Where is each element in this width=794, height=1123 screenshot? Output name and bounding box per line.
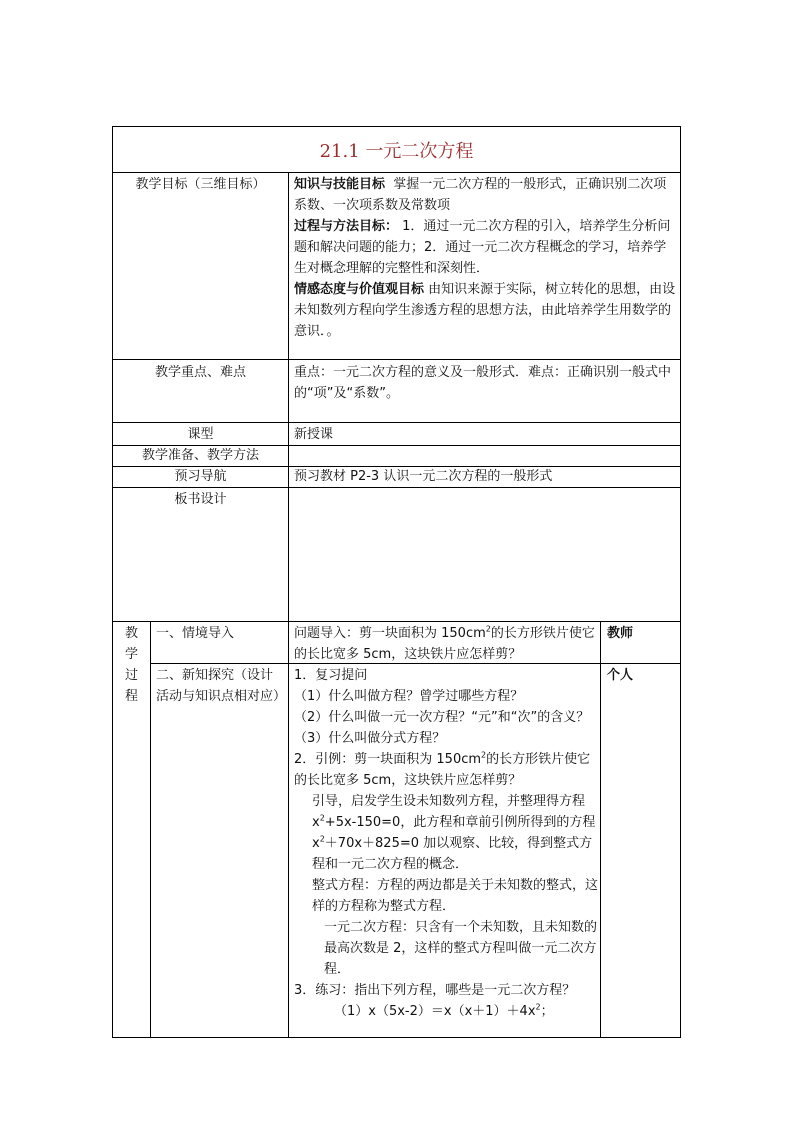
lesson-type-label: 课型 xyxy=(187,427,214,442)
lesson-plan-table xyxy=(112,126,681,1038)
col-divider xyxy=(288,621,289,1037)
step2-line-part: 的长方形铁片使它的长比宽多 5cm，这块铁片应怎样剪？ xyxy=(294,752,591,788)
superscript-2: 2 xyxy=(319,834,325,844)
col-divider xyxy=(600,621,601,1037)
step1-label: 一、情境导入 xyxy=(156,626,235,641)
emotion-heading: 情感态度与价值观目标 xyxy=(294,282,425,297)
preview-label: 预习导航 xyxy=(174,469,227,484)
step2-line-part: （1）x（5x-2）＝x（x＋1）＋4x xyxy=(334,1004,536,1019)
superscript-2: 2 xyxy=(481,750,487,760)
prep-label: 教学准备、教学方法 xyxy=(141,448,259,463)
process-label xyxy=(113,623,150,707)
key-points-text: 重点：一元二次方程的意义及一般形式．难点：正确识别一般式中的“项”及“系数”。 xyxy=(294,365,672,401)
step1-text-a: 问题导入：剪一块面积为 150cm xyxy=(294,626,486,641)
step2-line xyxy=(294,749,598,791)
preview-value: 预习教材 P2-3 认识一元二次方程的一般形式 xyxy=(294,469,553,484)
step2-line: 3．练习：指出下列方程，哪些是一元二次方程？ xyxy=(294,983,576,998)
key-points-label: 教学重点、难点 xyxy=(154,365,246,380)
step1-side: 教师 xyxy=(607,626,634,641)
process-label-char: 教 xyxy=(124,626,138,641)
step2-line: 1．复习提问 xyxy=(294,668,368,683)
step2-line xyxy=(294,1001,598,1022)
step1-text-b: 的长方形铁片使它的长比宽多 5cm，这块铁片应怎样剪？ xyxy=(294,626,595,662)
row-divider xyxy=(113,359,680,360)
col-divider xyxy=(150,621,151,1037)
row-divider xyxy=(113,172,680,173)
step2-line: 一元二次方程：只含有一个未知数，且未知数的最高次数是 2，这样的整式方程叫做一元二次方程． xyxy=(324,920,598,977)
step2-content xyxy=(294,665,598,1022)
step2-line: （3）什么叫做分式方程？ xyxy=(294,731,446,746)
step2-line-part: ＋70x＋825=0 加以观察、比较，得到整式方程和一元二次方程的概念． xyxy=(312,836,593,872)
step2-line-part: +5x-150=0，此方程和章前引例所得到的方程 x xyxy=(312,815,596,851)
row-divider xyxy=(113,621,680,622)
step2-line-part: 2．引例：剪一块面积为 150cm xyxy=(294,752,482,767)
superscript-2: 2 xyxy=(535,1002,541,1012)
row-divider xyxy=(113,487,680,488)
emotion-objective xyxy=(294,279,677,342)
process-heading: 过程与方法目标： xyxy=(294,219,399,234)
page-title: 21.1 一元二次方程 xyxy=(319,141,474,162)
step1-text xyxy=(294,623,596,665)
step2-line xyxy=(294,791,598,875)
process-label-char: 学 xyxy=(124,647,138,662)
step2-side: 个人 xyxy=(607,668,634,683)
step2-line-part: ； xyxy=(540,1004,554,1019)
objectives-content xyxy=(294,174,677,342)
process-label-char: 程 xyxy=(124,689,138,704)
process-objective xyxy=(294,216,677,279)
board-label: 板书设计 xyxy=(174,492,227,507)
step2-line: （2）什么叫做一元一次方程？“元”和“次”的含义？ xyxy=(294,710,590,725)
process-text: 1．通过一元二次方程的引入，培养学生分析问题和解决问题的能力；2．通过一元二次方程概念的学习，培养学生对概念理解的完整性和深刻性． xyxy=(294,219,671,276)
process-label-char: 过 xyxy=(124,668,138,683)
lesson-type-value: 新授课 xyxy=(294,427,334,442)
step2-line: 整式方程：方程的两边都是关于未知数的整式，这样的方程称为整式方程． xyxy=(312,878,599,914)
step2-label: 二、新知探究（设计活动与知识点相对应） xyxy=(156,668,287,704)
superscript-2: 2 xyxy=(319,813,325,823)
row-divider xyxy=(113,422,680,423)
knowledge-objective xyxy=(294,174,677,216)
objectives-label: 教学目标（三维目标） xyxy=(135,177,266,192)
step2-line-part: 引导，启发学生设未知数列方程，并整理得方程 x xyxy=(312,794,586,830)
knowledge-text: 掌握一元二次方程的一般形式，正确识别二次项系数、一次项系数及常数项 xyxy=(294,177,667,213)
emotion-text: 由知识来源于实际，树立转化的思想，由设未知数列方程向学生渗透方程的思想方法，由此培养学生用数学的意识．。 xyxy=(294,282,676,339)
superscript-2: 2 xyxy=(485,624,491,634)
step2-line: （1）什么叫做方程？曾学过哪些方程？ xyxy=(294,689,524,704)
knowledge-heading: 知识与技能目标 xyxy=(294,177,386,192)
col-divider xyxy=(288,172,289,621)
